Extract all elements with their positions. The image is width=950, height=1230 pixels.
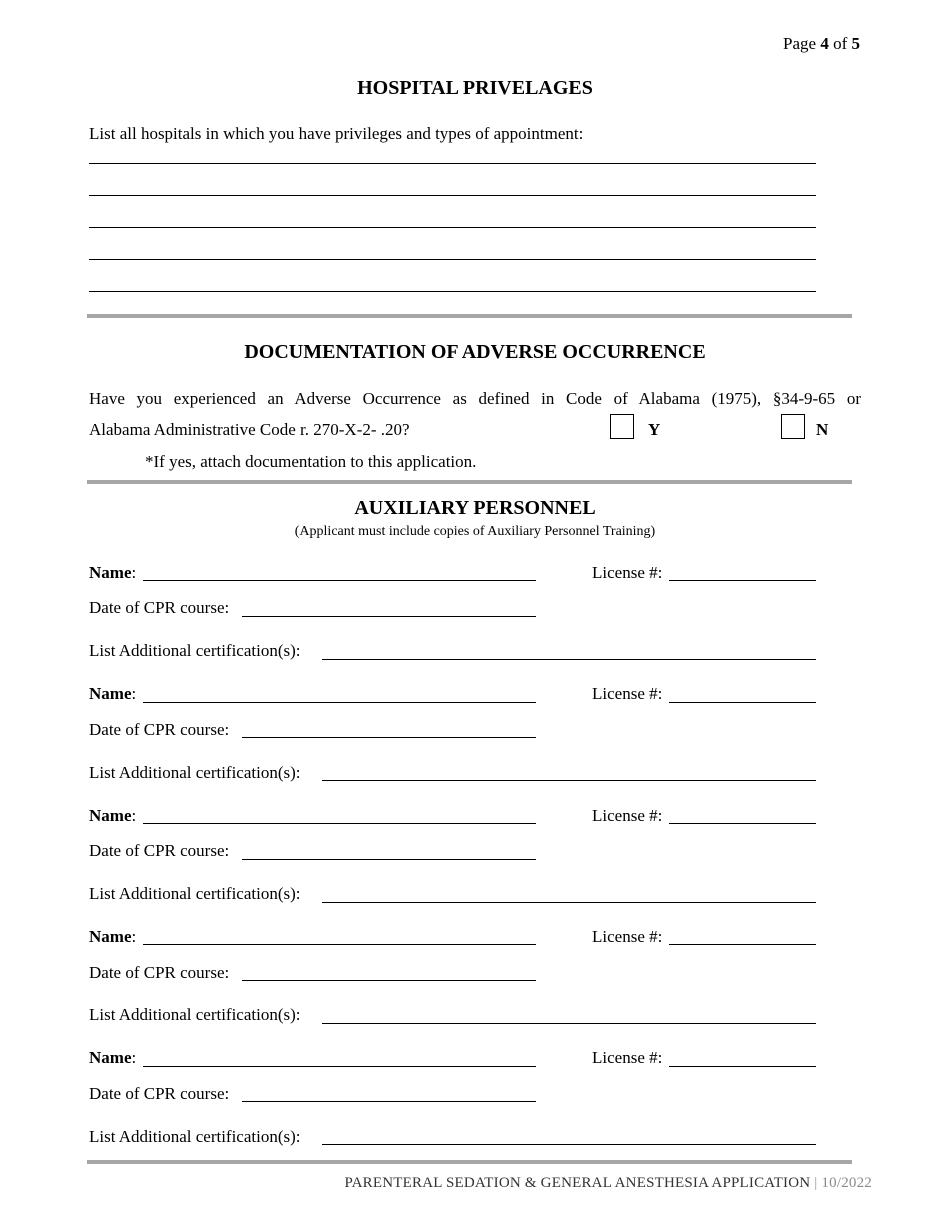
certs-label: List Additional certification(s):: [89, 641, 301, 660]
footer-title: PARENTERAL SEDATION & GENERAL ANESTHESIA APPLICATION: [344, 1175, 811, 1191]
certs-field[interactable]: [322, 780, 816, 781]
certs-field[interactable]: [322, 659, 816, 660]
adverse-occurrence-heading: DOCUMENTATION OF ADVERSE OCCURRENCE: [244, 341, 706, 363]
page-prefix: Page: [783, 34, 821, 53]
cpr-field[interactable]: [242, 737, 536, 738]
section-divider: [87, 314, 852, 318]
section-divider: [87, 480, 852, 484]
license-label: License #:: [592, 563, 663, 582]
page-current: 4: [820, 34, 829, 53]
adverse-note: *If yes, attach documentation to this application.: [145, 452, 477, 471]
hospital-line-5[interactable]: [89, 291, 816, 292]
name-field[interactable]: [143, 702, 536, 703]
name-field[interactable]: [143, 944, 536, 945]
certs-label: List Additional certification(s):: [89, 763, 301, 782]
adverse-no-checkbox[interactable]: [781, 414, 805, 439]
footer-date: 10/2022: [821, 1175, 872, 1191]
hospital-line-3[interactable]: [89, 227, 816, 228]
cpr-label: Date of CPR course:: [89, 963, 230, 982]
cpr-label: Date of CPR course:: [89, 720, 230, 739]
footer-divider: [87, 1160, 852, 1164]
name-label: Name:: [89, 684, 137, 703]
adverse-yes-label: Y: [648, 420, 661, 439]
license-label: License #:: [592, 927, 663, 946]
hospital-line-2[interactable]: [89, 195, 816, 196]
name-label: Name:: [89, 563, 137, 582]
certs-field[interactable]: [322, 1023, 816, 1024]
license-field[interactable]: [669, 1066, 816, 1067]
name-label: Name:: [89, 806, 137, 825]
cpr-label: Date of CPR course:: [89, 1084, 230, 1103]
hospital-instruction: List all hospitals in which you have privileges and types of appointment:: [89, 124, 584, 143]
footer-separator: |: [810, 1175, 822, 1191]
hospital-line-4[interactable]: [89, 259, 816, 260]
license-label: License #:: [592, 806, 663, 825]
certs-label: List Additional certification(s):: [89, 884, 301, 903]
cpr-field[interactable]: [242, 1101, 536, 1102]
license-field[interactable]: [669, 702, 816, 703]
name-field[interactable]: [143, 1066, 536, 1067]
certs-label: List Additional certification(s):: [89, 1127, 301, 1146]
adverse-no-label: N: [816, 420, 829, 439]
license-label: License #:: [592, 1048, 663, 1067]
adverse-yes-checkbox[interactable]: [610, 414, 634, 439]
footer: [344, 1175, 872, 1192]
license-field[interactable]: [669, 580, 816, 581]
cpr-label: Date of CPR course:: [89, 841, 230, 860]
certs-field[interactable]: [322, 1144, 816, 1145]
name-label: Name:: [89, 1048, 137, 1067]
license-field[interactable]: [669, 823, 816, 824]
adverse-question-line2: Alabama Administrative Code r. 270-X-2- .20?: [89, 420, 410, 439]
cpr-label: Date of CPR course:: [89, 598, 230, 617]
hospital-privileges-heading: HOSPITAL PRIVELAGES: [357, 77, 593, 99]
page-number: [783, 34, 860, 54]
certs-label: List Additional certification(s):: [89, 1005, 301, 1024]
cpr-field[interactable]: [242, 980, 536, 981]
page-total: 5: [851, 34, 860, 53]
cpr-field[interactable]: [242, 616, 536, 617]
license-field[interactable]: [669, 944, 816, 945]
adverse-question-line1: Have you experienced an Adverse Occurrence as defined in Code of Alabama (1975), §34-9-65 or: [89, 389, 861, 408]
auxiliary-personnel-subtitle: (Applicant must include copies of Auxiliary Personnel Training): [294, 524, 656, 539]
certs-field[interactable]: [322, 902, 816, 903]
page-of: of: [828, 34, 852, 53]
name-label: Name:: [89, 927, 137, 946]
cpr-field[interactable]: [242, 859, 536, 860]
license-label: License #:: [592, 684, 663, 703]
name-field[interactable]: [143, 580, 536, 581]
name-field[interactable]: [143, 823, 536, 824]
hospital-line-1[interactable]: [89, 163, 816, 164]
auxiliary-personnel-heading: AUXILIARY PERSONNEL: [354, 497, 596, 519]
